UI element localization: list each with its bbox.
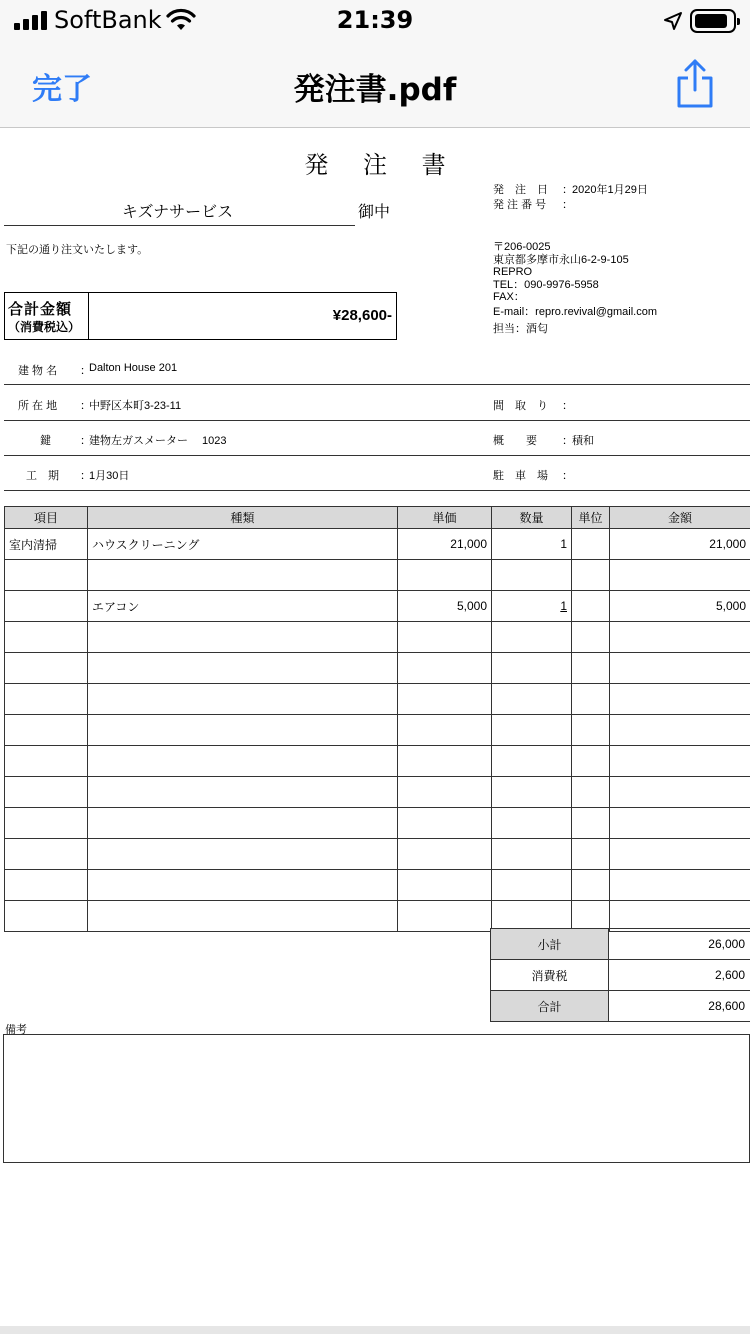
table-row (5, 529, 750, 560)
table-cell (88, 808, 398, 839)
tax-row (491, 960, 750, 991)
table-cell (572, 901, 610, 932)
table-cell (5, 870, 88, 901)
table-cell (88, 684, 398, 715)
subtotal-row (491, 929, 750, 960)
table-cell (572, 839, 610, 870)
clock: 21:39 (336, 6, 414, 34)
table-cell: ハウスクリーニング (88, 529, 398, 560)
location-value: 中野区本町3-23-11 (89, 400, 182, 412)
table-cell (5, 777, 88, 808)
column-header: 数量 (492, 507, 572, 529)
order-date-label: 発 注 日 (493, 184, 548, 196)
table-cell: 5,000 (610, 591, 750, 622)
period-label: 工 期 (26, 470, 59, 482)
navigation-bar (0, 42, 750, 128)
table-cell (398, 653, 492, 684)
table-cell (492, 746, 572, 777)
table-cell (572, 622, 610, 653)
table-cell (5, 808, 88, 839)
table-row (5, 839, 750, 870)
total-sublabel: （消費税込） (8, 320, 81, 334)
table-cell (572, 529, 610, 560)
table-cell (88, 870, 398, 901)
intro-text: 下記の通り注文いたします。 (6, 244, 149, 256)
table-cell (572, 684, 610, 715)
total-amount-box (4, 292, 397, 340)
parking-label: 駐 車 場 (493, 470, 548, 482)
table-cell (572, 591, 610, 622)
table-cell (610, 839, 750, 870)
order-date: 2020年1月29日 (572, 184, 648, 196)
location-arrow-icon (662, 10, 684, 32)
order-number-label: 発 注 番 号 (493, 199, 547, 211)
table-cell (398, 901, 492, 932)
table-cell (572, 560, 610, 591)
table-cell (572, 653, 610, 684)
table-cell (572, 746, 610, 777)
table-cell (492, 653, 572, 684)
table-cell (492, 839, 572, 870)
column-header: 項目 (5, 507, 88, 529)
battery-icon (690, 9, 736, 33)
table-cell (610, 560, 750, 591)
table-cell (5, 839, 88, 870)
done-button[interactable]: 完了 (32, 72, 92, 107)
table-row (5, 622, 750, 653)
table-cell (88, 560, 398, 591)
table-cell (492, 808, 572, 839)
table-cell (610, 870, 750, 901)
table-cell (398, 622, 492, 653)
column-header: 単価 (398, 507, 492, 529)
table-cell (88, 777, 398, 808)
pdf-page: 発 注 書 キズナサービス 御中 発 注 日 ： 2020年1月29日 発 注 番 号 ： 下記の通り注文いたします。 〒206-0025 東京都多摩市永山6-2-9-105 REPRO TEL：090-9976-5958 FAX： E-mail：repro.revival@gmail.com 担当：酒匂 合計金額 （消費税込） ¥28,600- 建 物 名 ： Dalton House 201 所 在 地 ： 中野区本町3-23-11 間 取 り ： 鍵 ： 建物左ガスメーター 1023 概 要 ： 積和 工 期 ： 1月30日 駐 車 場 ： 項目 種類 単価 数量 単位 金額 室内清掃 ハウスクリーニング 21,000 1 21,000 エアコン 5,000 1 5,000 小計 26,000 消費税 2,600 合計 28,600 備考 (0, 129, 750, 1329)
column-header: 単位 (572, 507, 610, 529)
remarks-box (3, 1034, 750, 1163)
recipient-company: キズナサービス (121, 204, 234, 221)
carrier-name: SoftBank (54, 6, 162, 34)
subtotal-value: 26,000 (609, 929, 750, 960)
table-cell: 21,000 (610, 529, 750, 560)
table-cell (492, 777, 572, 808)
grand-total-label: 合計 (491, 991, 609, 1022)
layout-label: 間 取 り (493, 400, 548, 412)
table-cell (492, 684, 572, 715)
table-row (5, 653, 750, 684)
table-cell (572, 808, 610, 839)
summary-label: 概 要 (493, 435, 537, 447)
table-cell (492, 715, 572, 746)
table-cell: 5,000 (398, 591, 492, 622)
table-cell (5, 684, 88, 715)
table-cell: エアコン (88, 591, 398, 622)
table-cell (5, 746, 88, 777)
table-cell (398, 560, 492, 591)
totals-table (490, 928, 750, 1022)
doc-heading: 発 注 書 (304, 152, 460, 179)
table-cell (492, 622, 572, 653)
summary-value: 積和 (572, 435, 594, 447)
key-value: 建物左ガスメーター 1023 (89, 435, 227, 447)
items-table (4, 506, 750, 932)
location-label: 所 在 地 (18, 400, 58, 412)
sender-block: 〒206-0025 東京都多摩市永山6-2-9-105 REPRO TEL：090-9976-5958 FAX： E-mail：repro.revival@gmail.com 担当：酒匂 (493, 241, 657, 335)
table-cell (5, 591, 88, 622)
table-cell (610, 901, 750, 932)
table-cell (5, 715, 88, 746)
table-cell (5, 622, 88, 653)
table-cell (610, 808, 750, 839)
table-cell (398, 839, 492, 870)
table-cell (492, 560, 572, 591)
building-value: Dalton House 201 (89, 362, 178, 374)
table-cell (88, 715, 398, 746)
building-label: 建 物 名 (18, 365, 58, 377)
table-cell (88, 839, 398, 870)
total-amount: ¥28,600- (332, 307, 392, 324)
table-cell (398, 870, 492, 901)
tax-value: 2,600 (609, 960, 750, 991)
table-cell (610, 746, 750, 777)
table-cell: 室内清掃 (5, 529, 88, 560)
table-cell (398, 684, 492, 715)
table-header (5, 507, 750, 529)
table-row (5, 808, 750, 839)
table-cell: 1 (492, 591, 572, 622)
key-label: 鍵 (40, 435, 51, 447)
table-cell (5, 901, 88, 932)
table-cell (5, 653, 88, 684)
column-header: 種類 (88, 507, 398, 529)
remarks-label: 備考 (5, 1024, 27, 1036)
table-cell (88, 901, 398, 932)
table-row (5, 560, 750, 591)
recipient-honorific: 御中 (358, 204, 391, 221)
grand-total-row (491, 991, 750, 1022)
table-row (5, 901, 750, 932)
table-cell (572, 870, 610, 901)
table-cell: 21,000 (398, 529, 492, 560)
table-cell (610, 777, 750, 808)
grand-total-value: 28,600 (609, 991, 750, 1022)
table-cell (88, 653, 398, 684)
table-cell (572, 715, 610, 746)
table-cell (610, 715, 750, 746)
table-cell (492, 870, 572, 901)
table-row (5, 715, 750, 746)
table-row (5, 746, 750, 777)
table-cell (398, 715, 492, 746)
document-title: 発注書.pdf (293, 72, 457, 108)
table-cell (610, 622, 750, 653)
table-row (5, 777, 750, 808)
table-cell (398, 777, 492, 808)
total-label: 合計金額 (8, 301, 73, 318)
period-value: 1月30日 (89, 470, 130, 482)
table-cell (88, 746, 398, 777)
divider (4, 225, 355, 226)
tax-label: 消費税 (491, 960, 609, 991)
table-cell (572, 777, 610, 808)
column-header: 金額 (610, 507, 750, 529)
status-bar (0, 0, 750, 42)
table-cell (398, 808, 492, 839)
table-row (5, 870, 750, 901)
share-icon[interactable] (674, 58, 716, 110)
table-cell (492, 901, 572, 932)
table-row (5, 684, 750, 715)
table-cell (610, 653, 750, 684)
table-cell (398, 746, 492, 777)
table-cell: 1 (492, 529, 572, 560)
table-cell (5, 560, 88, 591)
home-indicator-area (0, 1326, 750, 1334)
subtotal-label: 小計 (491, 929, 609, 960)
table-cell (610, 684, 750, 715)
table-cell (88, 622, 398, 653)
table-row (5, 591, 750, 622)
